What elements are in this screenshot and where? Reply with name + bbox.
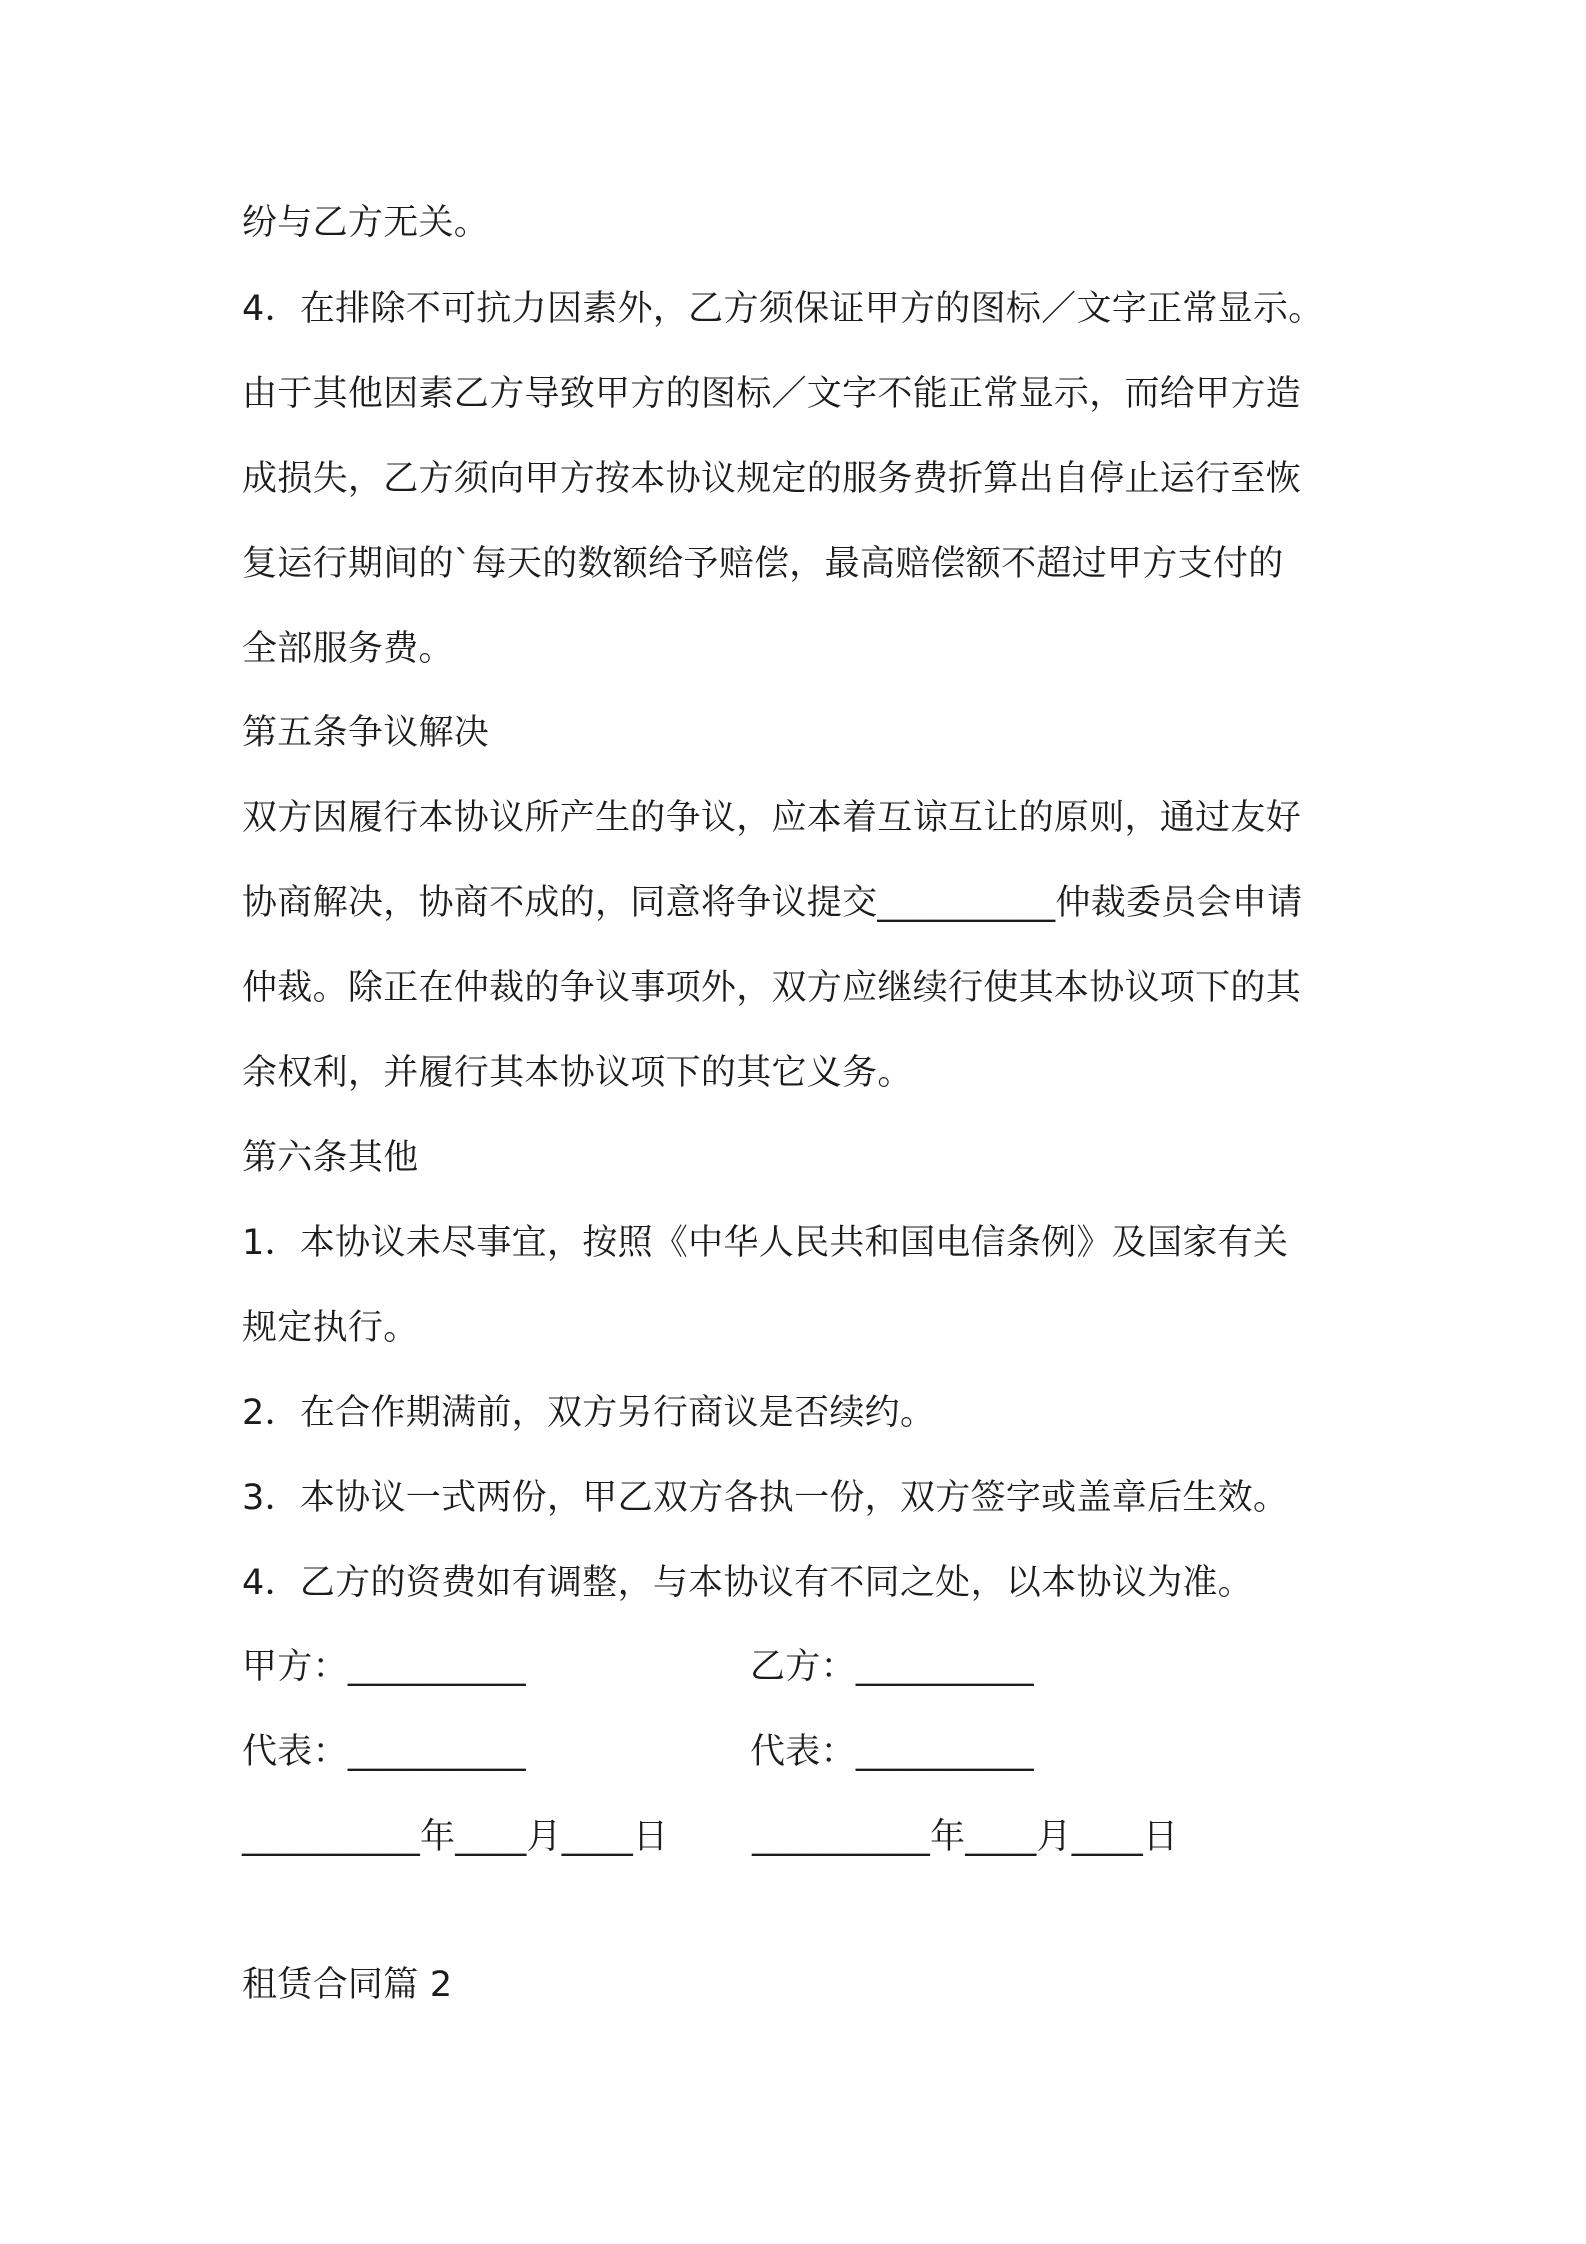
paragraph-line: 规定执行。 <box>242 1308 419 1348</box>
party-b-signature-line: 乙方：__________ <box>750 1647 1034 1687</box>
paragraph-line: 1．本协议未尽事宜，按照《中华人民共和国电信条例》及国家有关 <box>242 1223 1289 1263</box>
party-b-representative-line: 代表：__________ <box>750 1732 1034 1772</box>
paragraph-line: 3．本协议一式两份，甲乙双方各执一份，双方签字或盖章后生效。 <box>242 1478 1289 1518</box>
paragraph-line: 成损失，乙方须向甲方按本协议规定的服务费折算出自停止运行至恢 <box>242 459 1302 499</box>
paragraph-line: 余权利，并履行其本协议项下的其它义务。 <box>242 1053 913 1093</box>
paragraph-line: 4．在排除不可抗力因素外，乙方须保证甲方的图标／文字正常显示。 <box>242 289 1324 329</box>
section-heading: 第五条争议解决 <box>242 713 490 753</box>
paragraph-line: 仲裁。除正在仲裁的争议事项外，双方应继续行使其本协议项下的其 <box>242 968 1302 1008</box>
paragraph-line: 4．乙方的资费如有调整，与本协议有不同之处，以本协议为准。 <box>242 1563 1253 1603</box>
party-a-date-line: __________年____月____日 <box>242 1817 669 1857</box>
next-section-title: 租赁合同篇 2 <box>242 1965 453 2005</box>
paragraph-line: 2．在合作期满前，双方另行商议是否续约。 <box>242 1393 936 1433</box>
paragraph-line: 由于其他因素乙方导致甲方的图标／文字不能正常显示，而给甲方造 <box>242 374 1302 414</box>
paragraph-line: 全部服务费。 <box>242 629 454 669</box>
paragraph-line: 双方因履行本协议所产生的争议，应本着互谅互让的原则，通过友好 <box>242 798 1302 838</box>
section-heading: 第六条其他 <box>242 1138 419 1178</box>
paragraph-line: 协商解决，协商不成的，同意将争议提交__________仲裁委员会申请 <box>242 883 1303 923</box>
party-a-signature-line: 甲方：__________ <box>242 1647 526 1687</box>
party-a-representative-line: 代表：__________ <box>242 1732 526 1772</box>
paragraph-line: 纷与乙方无关。 <box>242 203 490 243</box>
paragraph-line: 复运行期间的`每天的数额给予赔偿，最高赔偿额不超过甲方支付的 <box>242 544 1284 584</box>
party-b-date-line: __________年____月____日 <box>752 1817 1179 1857</box>
